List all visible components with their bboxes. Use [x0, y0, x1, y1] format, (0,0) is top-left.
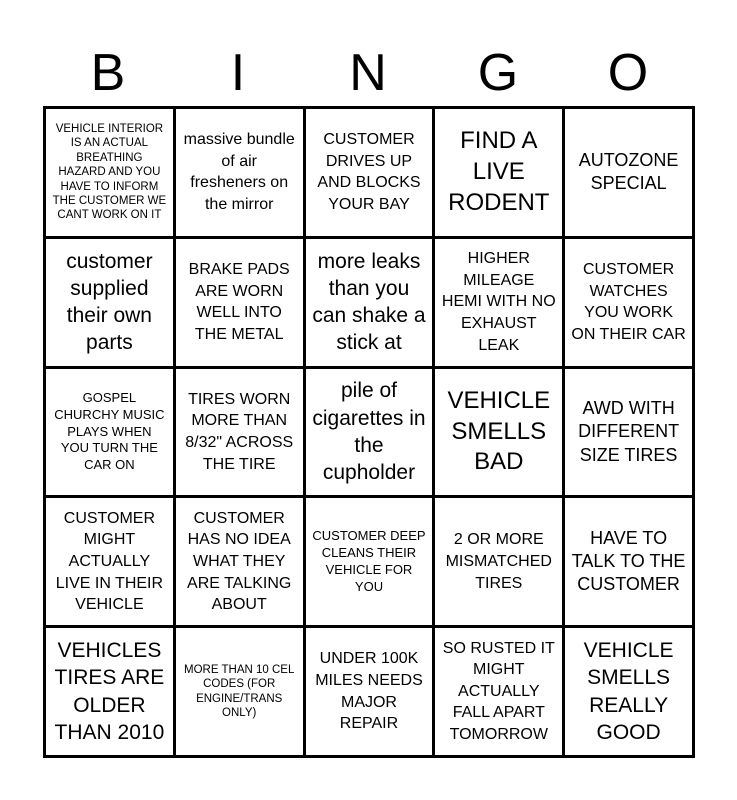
bingo-cell[interactable] [306, 369, 433, 496]
cell-text: massive bundle of air fresheners on the mirror [183, 131, 295, 213]
bingo-cell[interactable] [306, 239, 433, 366]
bingo-cell[interactable] [46, 628, 173, 755]
cell-text: CUSTOMER MIGHT ACTUALLY LIVE IN THEIR VEHICLE [55, 509, 164, 614]
bingo-cell[interactable] [565, 369, 692, 496]
cell-text: TIRES WORN MORE THAN 8/32" ACROSS THE TIRE [185, 390, 294, 473]
cell-text: SO RUSTED IT MIGHT ACTUALLY FALL APART TOMORROW [442, 639, 555, 743]
bingo-cell[interactable] [565, 109, 692, 236]
cell-text: 2 OR MORE MISMATCHED TIRES [445, 531, 552, 592]
cell-text: CUSTOMER DRIVES UP AND BLOCKS YOUR BAY [317, 131, 421, 213]
cell-text: HAVE TO TALK TO THE CUSTOMER [571, 527, 686, 595]
cell-text: MORE THAN 10 CEL CODES (FOR ENGINE/TRANS ONLY) [184, 663, 295, 719]
cell-text: pile of cigarettes in the cupholder [312, 379, 426, 485]
cell-text: CUSTOMER WATCHES YOU WORK ON THEIR CAR [571, 261, 686, 343]
header-letter-i: I [230, 44, 246, 102]
cell-text: customer supplied their own parts [66, 249, 153, 355]
cell-text: VEHICLE INTERIOR IS AN ACTUAL BREATHING HAZARD AND YOU HAVE TO INFORM THE CUSTOMER WE CANT WORK ON IT [52, 123, 167, 222]
bingo-cell[interactable] [176, 369, 303, 496]
bingo-cell[interactable] [435, 628, 562, 755]
bingo-cell[interactable] [435, 498, 562, 625]
bingo-cell[interactable] [565, 498, 692, 625]
bingo-cell[interactable] [565, 239, 692, 366]
cell-text: FIND A LIVE RODENT [448, 127, 550, 216]
header-letter-o: O [607, 44, 649, 102]
bingo-cell[interactable] [306, 109, 433, 236]
bingo-cell[interactable] [176, 109, 303, 236]
bingo-cell[interactable] [306, 628, 433, 755]
bingo-header [43, 42, 695, 104]
header-letter-n: N [349, 44, 387, 102]
bingo-cell[interactable] [435, 109, 562, 236]
cell-text: more leaks than you can shake a stick at [312, 249, 426, 355]
cell-text: VEHICLES TIRES ARE OLDER THAN 2010 [54, 639, 165, 744]
bingo-cell[interactable] [435, 239, 562, 366]
cell-text: VEHICLE SMELLS BAD [447, 386, 551, 476]
bingo-cell[interactable] [46, 239, 173, 366]
cell-text: CUSTOMER DEEP CLEANS THEIR VEHICLE FOR YOU [312, 528, 426, 594]
bingo-cell[interactable] [176, 498, 303, 625]
bingo-cell[interactable] [435, 369, 562, 496]
header-letter-g: G [477, 44, 519, 102]
bingo-cell[interactable] [306, 498, 433, 625]
cell-text: AWD WITH DIFFERENT SIZE TIRES [578, 397, 680, 465]
header-letter-b: B [90, 44, 126, 102]
bingo-cell[interactable] [565, 628, 692, 755]
bingo-cell[interactable] [46, 369, 173, 496]
cell-text: UNDER 100K MILES NEEDS MAJOR REPAIR [315, 650, 423, 733]
bingo-cell[interactable] [176, 239, 303, 366]
bingo-cell[interactable] [46, 109, 173, 236]
cell-text: AUTOZONE SPECIAL [578, 150, 679, 194]
bingo-board [43, 106, 695, 758]
cell-text: HIGHER MILEAGE HEMI WITH NO EXHAUST LEAK [441, 250, 556, 354]
cell-text: CUSTOMER HAS NO IDEA WHAT THEY ARE TALKING ABOUT [187, 509, 292, 614]
cell-text: VEHICLE SMELLS REALLY GOOD [583, 639, 674, 744]
cell-text: BRAKE PADS ARE WORN WELL INTO THE METAL [188, 261, 290, 343]
bingo-cell[interactable] [46, 498, 173, 625]
cell-text: GOSPEL CHURCHY MUSIC PLAYS WHEN YOU TURN THE CAR ON [54, 389, 165, 473]
bingo-cell[interactable] [176, 628, 303, 755]
